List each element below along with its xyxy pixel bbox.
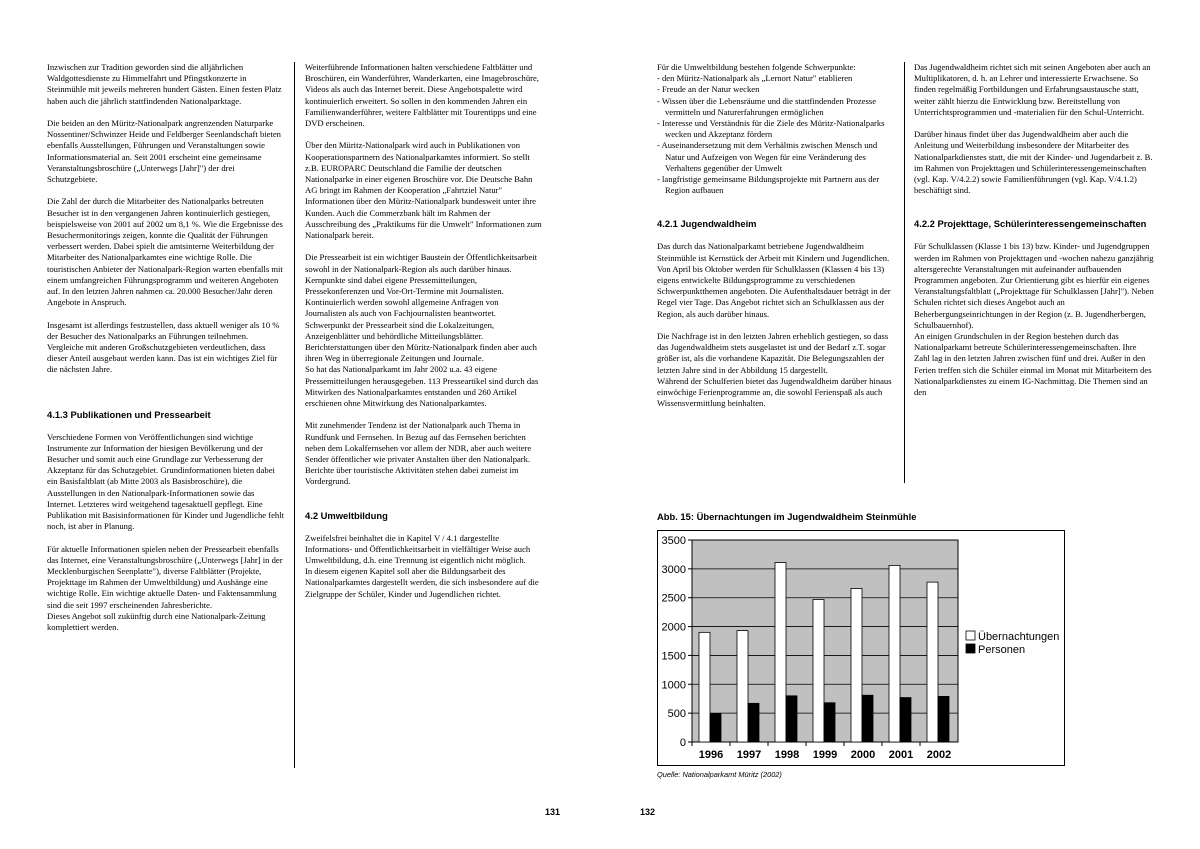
bar-uebernachtungen (699, 632, 710, 742)
y-tick-label: 500 (667, 708, 686, 721)
figure-source: Quelle: Nationalparkamt Müritz (2002) (657, 770, 782, 779)
paragraph: Mit zunehmender Tendenz ist der Nationalpark auch Thema in Rundfunk und Fernsehen. In Bezug auf das Fernsehen berichten neben dem Lokalfernsehen vor allem der NDR, aber auch weitere Sender öffentlicher wie privater Anstalten über den Nationalpark. Berichte über touristische Aktivitäten stehen dabei zumeist im Vordergrund. (305, 420, 532, 487)
page-number-left: 131 (545, 807, 561, 817)
page-number-right: 132 (640, 807, 656, 817)
legend-swatch (966, 631, 975, 640)
paragraph: Darüber hinaus findet über das Jugendwaldheim aber auch die Anleitung und Weiterbildung insbesondere der Mitarbeiter des Nationalparkdienstes statt, die mit der Kinder- und Jugendarbeit z. B. im Rahmen von Projekttagen und Schülerinteressengemeinschaften (vgl. Kap. V/4.2.2) sowie Familienführungen (vgl. Kap. V/4.1.2) beschäftigt sind. (914, 129, 1153, 196)
x-tick-label: 2000 (850, 749, 876, 761)
list-item: - Wissen über die Lebensräume und die stattfindenden Prozesse vermitteln und Naturerfahrungen ermöglichen (657, 95, 877, 117)
paragraph: Für Schulklassen (Klasse 1 bis 13) bzw. Kinder- und Jugendgruppen werden im Rahmen von Projekttagen und -wochen nahezu ganzjährig altersgerechte Veranstaltungen mit aufeinander aufbauenden Programmen angeboten. Zur Orientierung gibt es hierfür ein eigenes Veranstaltungsfaltblatt („Projekttage für Schulklassen [Jahr]"). Neben Schulen richtet sich dieses Angebot auch an Beherbergungseinrichtungen in der Region (z. B. Jugendherbergen, Schulbauernhof). (914, 241, 1154, 330)
paragraph: An einigen Grundschulen in der Region bestehen durch das Nationalparkamt betreute Schülerinteressengemeinschaften. Ihre Zahl lag in den letzten Jahren zwischen fünf und drei. Außer in den Ferien treffen sich die Schüler einmal im Monat mit Mitarbeitern des Nationalparkdienstes zu einem IG-Nachmittag. Die Themen sind an den (914, 331, 1152, 398)
y-tick-label: 1500 (661, 650, 686, 663)
y-tick-label: 2000 (661, 621, 686, 634)
y-tick-label: 3000 (661, 563, 686, 576)
paragraph: So hat das Nationalparkamt im Jahr 2002 u.a. 43 eigene Pressemitteilungen herausgegeben. 113 Presseartikel sind durch das Mitwirken des Nationalparkamtes entstanden und 260 Artikel erschienen ohne Mitwirkung des Nationalparkamtes. (305, 364, 539, 409)
bar-personen (710, 714, 721, 742)
paragraph: Dieses Angebot soll zukünftig durch eine Nationalpark-Zeitung komplettiert werden. (47, 610, 266, 633)
paragraph: Insgesamt ist allerdings festzustellen, dass aktuell weniger als 10 % der Besucher des Nationalparks an Führungen teilnehmen. Vergleiche mit anderen Großschutzgebieten verdeutlichen, dass dieser Anteil ausgebaut werden kann. Das ist ein wichtiges Ziel für die nächsten Jahre. (47, 319, 280, 375)
paragraph: Zweifelsfrei beinhaltet die in Kapitel V / 4.1 dargestellte Informations- und Öffentlichkeitsarbeit in vielfältiger Weise auch Umweltbildung, d.h. eine Trennung ist eigentlich nicht möglich. (305, 532, 531, 566)
bar-personen (824, 703, 835, 742)
x-tick-label: 1999 (812, 749, 838, 761)
paragraph: Die Zahl der durch die Mitarbeiter des Nationalparks betreuten Besucher ist in den vergangenen Jahren kontinuierlich gestiegen, beispielsweise von 2001 auf 2002 um 8,1 %. Wie die Ergebnisse des Besuchermonitorings zeigen, konnte die Qualität der Führungen verbessert werden. Dabei spielt die amtsinterne Weiterbildung der Mitarbeiter des Nationalparkamtes eine wichtige Rolle. Die touristischen Anbieter der Nationalpark-Region warten ebenfalls mit einem umfangreichen Führungsprogramm und weiteren Angeboten auf. In den letzten Jahren nahmen ca. 20.000 Besucher/Jahr deren Angebote in Anspruch. (47, 196, 283, 308)
list-item: - Interesse und Verständnis für die Ziele des Müritz-Nationalparks wecken und Akzeptanz fördern (657, 118, 885, 140)
bar-uebernachtungen (851, 588, 862, 742)
paragraph: Das Jugendwaldheim richtet sich mit seinen Angeboten aber auch an Multiplikatoren, d. h. an Lehrer und interessierte Erwachsene. So finden regelmäßig Fortbildungen und Erfahrungsaustausche statt, weiter zählt hierzu die Entwicklung bzw. Bereitstellung von Unterrichtsprogrammen und -materialien für den Schul-Unterricht. (914, 62, 1151, 117)
left-page-column-1 (47, 62, 284, 633)
paragraph: Inzwischen zur Tradition geworden sind die alljährlichen Waldgottesdienste zu Himmelfahrt und Pfingstkonzerte in Steinmühle mit jeweils mehreren hundert Gästen. Einen festen Platz haben auch die jährlich stattfindenden Nationalparktage. (47, 62, 282, 106)
list-intro: Für die Umweltbildung bestehen folgende Schwerpunkte: (657, 62, 856, 72)
paragraph: Das durch das Nationalparkamt betriebene Jugendwaldheim Steinmühle ist Kernstück der Arbeit mit Kindern und Jugendlichen. Von April bis Oktober werden für Schulklassen (Klassen 4 bis 13) eigens entwickelte Bildungsprogramme zu verschiedenen Schwerpunktthemen angeboten. Die Aufenthaltsdauer beträgt in der Regel vier Tage. Das Angebot richtet sich an Schulklassen aus der Region, als auch darüber hinaus. (657, 241, 891, 319)
list-item: - Freude an der Natur wecken (657, 84, 760, 95)
y-tick-label: 3500 (661, 535, 686, 547)
figure-title: Abb. 15: Übernachtungen im Jugendwaldheim Steinmühle (657, 511, 917, 522)
list-item: - langfristige gemeinsame Bildungsprojekte mit Partnern aus der Region aufbauen (657, 174, 880, 196)
legend-label: Personen (978, 644, 1026, 656)
paragraph: Weiterführende Informationen halten verschiedene Faltblätter und Broschüren, ein Wanderführer, Wanderkarten, eine Imagebroschüre, Videos als auch das Internet bereit. Diese Angebotspalette wird kontinuierlich erweitert. So sollen in den kommenden Jahren ein Familienwanderführer, weitere Faltblätter mit Tourentipps und eine DVD erscheinen. (305, 62, 539, 129)
list-item: - den Müritz-Nationalpark als „Lernort Natur" etablieren (657, 73, 853, 84)
bar-personen (786, 696, 797, 742)
column-divider (904, 62, 905, 483)
y-tick-label: 2500 (661, 592, 686, 605)
bar-uebernachtungen (813, 599, 824, 742)
section-heading: 4.2 Umweltbildung (305, 509, 388, 521)
bar-uebernachtungen (889, 565, 900, 742)
x-tick-label: 1997 (736, 749, 762, 761)
x-tick-label: 2002 (926, 749, 952, 761)
x-tick-label: 2001 (888, 749, 914, 761)
right-page-column-2 (914, 62, 1154, 398)
bar-personen (748, 703, 759, 742)
bar-uebernachtungen (737, 631, 748, 742)
paragraph: In diesem eigenen Kapitel soll aber die Bildungsarbeit des Nationalparkamtes dargestellt werden, die sich insbesondere auf die Zielgruppe der Schüler, Kinder und Jugendlichen richtet. (305, 566, 539, 599)
left-page-column-2 (305, 62, 542, 600)
x-tick-label: 1998 (774, 749, 800, 761)
column-divider (294, 62, 295, 768)
bar-personen (862, 695, 873, 742)
section-heading: 4.2.1 Jugendwaldheim (657, 218, 757, 230)
overnight-stays-chart (657, 530, 1065, 766)
x-tick-label: 1996 (698, 749, 724, 761)
paragraph: Die Pressearbeit ist ein wichtiger Baustein der Öffentlichkeitsarbeit sowohl in der Nationalpark-Region als auch darüber hinaus. Kernpunkte sind dabei eigene Pressemitteilungen, Pressekonferenzen und Vor-Ort-Termine mit Journalisten. Kontinuierlich werden sowohl allgemeine Anfragen von Journalisten als auch von Fachjournalisten beantwortet. (305, 252, 538, 319)
paragraph: Über den Müritz-Nationalpark wird auch in Publikationen von Kooperationspartnern des Nationalparkamtes informiert. So stellt z.B. EUROPARC Deutschland die Familie der deutschen Nationalparke in einer eigenen Broschüre vor. Die Deutsche Bahn AG bringt im Rahmen der Kooperation „Fahrtziel Natur" Informationen über den Müritz-Nationalpark bundesweit unter ihre Kunden. Auch die Commerzbank hält im Rahmen der Ausschreibung des „Praktikums für die Umwelt" Informationen zum Nationalpark bereit. (305, 140, 542, 241)
list-item: - Auseinandersetzung mit dem Verhältnis zwischen Mensch und Natur und Aufzeigen von Wegen für eine Veränderung des Verhaltens gegenüber der Umwelt (657, 140, 878, 173)
paragraph: Schwerpunkt der Pressearbeit sind die Lokalzeitungen, Anzeigenblätter und behördliche Mitteilungsblätter. Berichterstattungen über den Müritz-Nationalpark finden aber auch ihren Weg in überregionale Zeitungen und Journale. (305, 319, 537, 364)
section-heading: 4.2.2 Projekttage, Schülerinteressengemeinschaften (914, 218, 1147, 230)
paragraph: Während der Schulferien bietet das Jugendwaldheim darüber hinaus einwöchige Ferienprogramme an, die sowohl Ferienspaß als auch Wissensvermittlung beinhalten. (657, 375, 892, 409)
bar-uebernachtungen (775, 563, 786, 742)
focus-list (657, 73, 894, 196)
legend-label: Übernachtungen (978, 631, 1060, 643)
bar-uebernachtungen (927, 582, 938, 742)
y-tick-label: 1000 (661, 679, 686, 692)
legend-swatch (966, 644, 975, 653)
paragraph: Verschiedene Formen von Veröffentlichungen sind wichtige Instrumente zur Information der hiesigen Bevölkerung und der Besucher und somit auch eine Grundlage zur Verbesserung der Akzeptanz für das Schutzgebiet. Grundinformationen bieten dabei ein Basisfaltblatt (ab Mitte 2003 als Basisbroschüre), die Ausstellungen in den Nationalpark-Informationen sowie das Internet. Letzteres wird weitgehend tagesaktuell gepflegt. Eine Publikation mit Basisinformationen für Kinder und Jugendliche fehlt noch, ist aber in Planung. (47, 431, 285, 532)
paragraph: Die Nachfrage ist in den letzten Jahren erheblich gestiegen, so dass das Jugendwaldheim stets ausgelastet ist und der Bedarf z.T. sogar größer ist, als die vorhandene Kapazität. Die Belegungszahlen der letzten Jahre sind in der Abbildung 15 dargestellt. (657, 331, 889, 375)
paragraph: Für aktuelle Informationen spielen neben der Pressearbeit ebenfalls das Internet, eine Veranstaltungsbroschüre („Unterwegs [Jahr] in der Mecklenburgischen Seenplatte"), diverse Faltblätter (Projekte, Projekttage im Rahmen der Umweltbildung) und Aushänge eine wichtige Rolle. Ein wichtige aktuelle Daten- und Faktensammlung sind die seit 1997 erscheinenden Jahresberichte. (47, 543, 283, 610)
bar-personen (938, 696, 949, 742)
section-heading: 4.1.3 Publikationen und Pressearbeit (47, 408, 211, 420)
bar-personen (900, 698, 911, 742)
paragraph: Die beiden an den Müritz-Nationalpark angrenzenden Naturparke Nossentiner/Schwinzer Heide und Feldberger Seenlandschaft bieten ebenfalls Ausstellungen, Führungen und Veranstaltungen sowie Informationsmaterial an. Seit 2001 erscheint eine gemeinsame Veranstaltungsbroschüre („Unterwegs [Jahr]") der drei Schutzgebiete. (47, 118, 281, 185)
y-tick-label: 0 (679, 737, 686, 749)
right-page-column-1 (657, 62, 894, 409)
